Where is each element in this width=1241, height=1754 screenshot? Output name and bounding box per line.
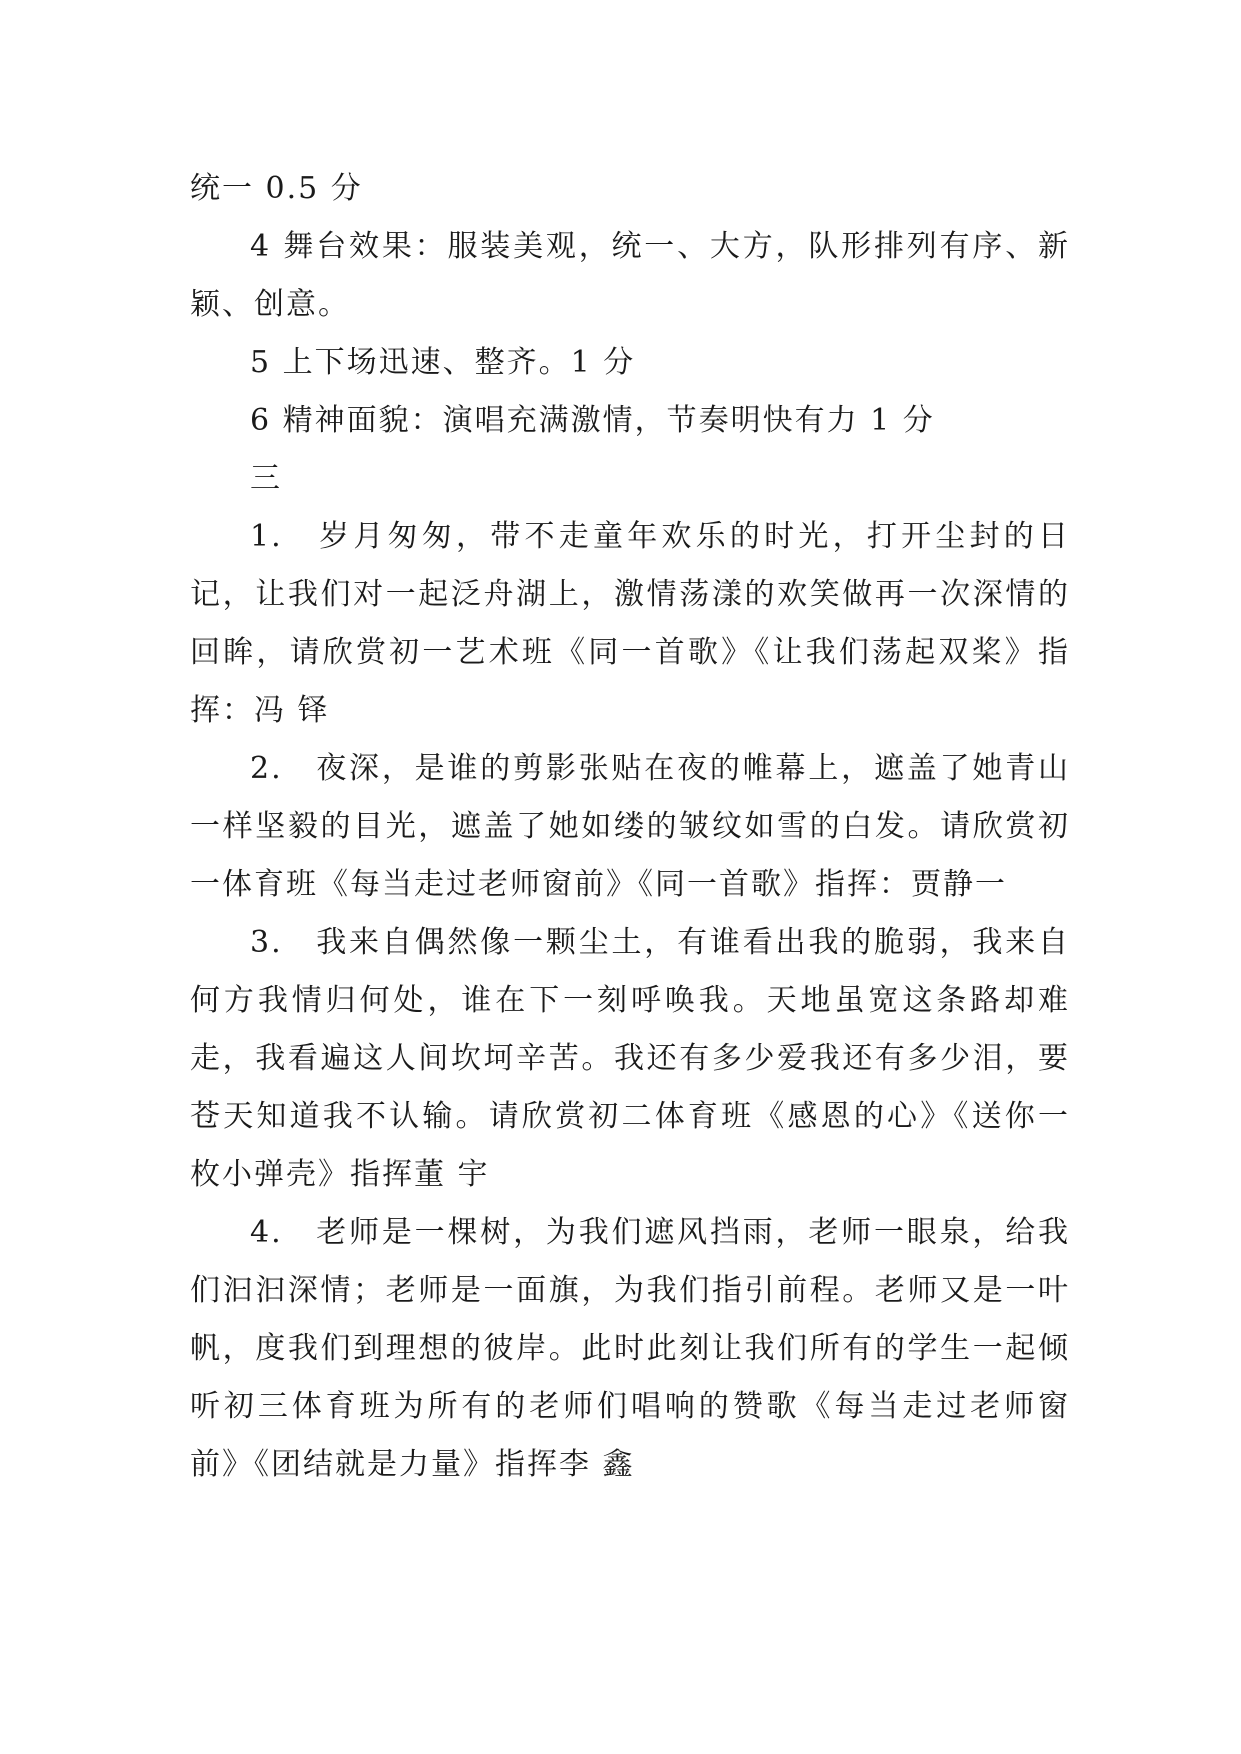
paragraph-item-4: 4. 老师是一棵树，为我们遮风挡雨，老师一眼泉，给我们汩汩深情；老师是一面旗，为我们指引前程。老师又是一叶帆，度我们到理想的彼岸。此时此刻让我们所有的学生一起倾听初三体育班为所有的老师们唱响的赞歌《每当走过老师窗前》《团结就是力量》指挥李 鑫: [190, 1215, 1070, 1482]
paragraph-entrance-exit: 5 上下场迅速、整齐。1 分: [250, 345, 636, 380]
paragraph-item-2: 2. 夜深，是谁的剪影张贴在夜的帷幕上，遮盖了她青山一样坚毅的目光，遮盖了她如缕的皱纹如雪的白发。请欣赏初一体育班《每当走过老师窗前》《同一首歌》指挥：贾静一: [190, 751, 1070, 902]
paragraph-spirit: 6 精神面貌：演唱充满激情，节奏明快有力 1 分: [250, 403, 935, 438]
paragraph-score-continuation: 统一 0.5 分: [190, 171, 363, 206]
paragraph-item-1: 1. 岁月匆匆，带不走童年欢乐的时光，打开尘封的日记，让我们对一起泛舟湖上，激情荡漾的欢笑做再一次深情的回眸，请欣赏初一艺术班《同一首歌》《让我们荡起双桨》指挥：冯 铎: [190, 519, 1070, 728]
document-body: [190, 160, 1070, 1494]
paragraph-stage-effect: 4 舞台效果：服装美观，统一、大方，队形排列有序、新颖、创意。: [190, 229, 1070, 322]
paragraph-item-3: 3. 我来自偶然像一颗尘土，有谁看出我的脆弱，我来自何方我情归何处，谁在下一刻呼唤我。天地虽宽这条路却难走，我看遍这人间坎坷辛苦。我还有多少爱我还有多少泪，要苍天知道我不认输。请欣赏初二体育班《感恩的心》《送你一枚小弹壳》指挥董 宇: [190, 925, 1070, 1192]
section-heading-three: 三: [250, 461, 282, 496]
